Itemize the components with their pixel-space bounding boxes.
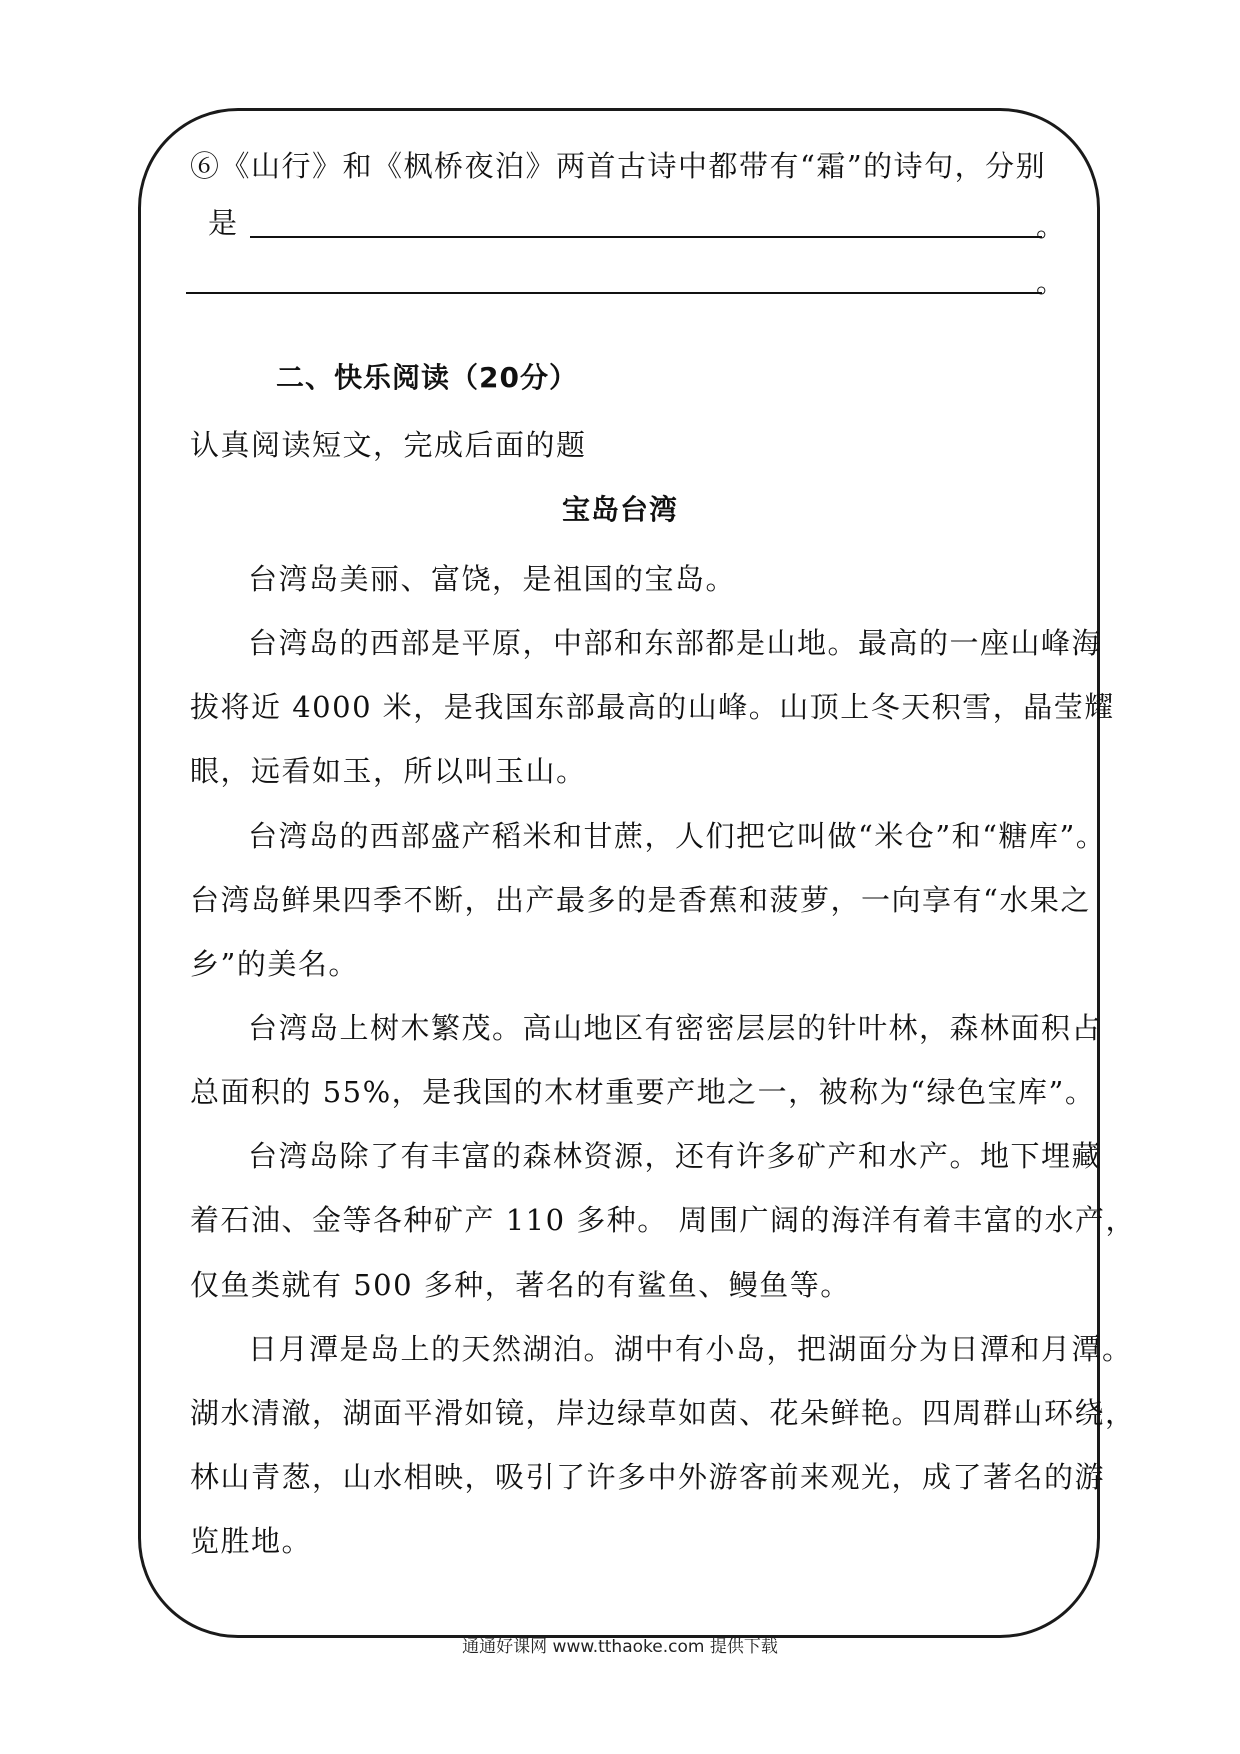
passage-line: 拔将近 4000 米，是我国东部最高的山峰。山顶上冬天积雪，晶莹耀 [190, 690, 1115, 724]
passage-line: 眼，远看如玉，所以叫玉山。 [190, 754, 587, 788]
passage-line: 总面积的 55%，是我国的木材重要产地之一，被称为“绿色宝库”。 [190, 1075, 1096, 1109]
question-6-text: ⑥《山行》和《枫桥夜泊》两首古诗中都带有“霜”的诗句，分别 [190, 149, 1047, 183]
passage-line: 览胜地。 [190, 1524, 313, 1558]
passage-line: 仅鱼类就有 500 多种，著名的有鲨鱼、鳗鱼等。 [190, 1268, 851, 1302]
passage-line: 台湾岛美丽、富饶，是祖国的宝岛。 [248, 562, 737, 596]
reading-instruction: 认真阅读短文，完成后面的题 [190, 428, 587, 462]
passage-line: 林山青葱，山水相映，吸引了许多中外游客前来观光，成了著名的游 [190, 1460, 1106, 1494]
passage-line: 着石油、金等各种矿产 110 多种。 周围广阔的海洋有着丰富的水产， [190, 1203, 1137, 1237]
answer-blank-2[interactable] [186, 292, 1042, 294]
passage-line: 日月潭是岛上的天然湖泊。湖中有小岛，把湖面分为日潭和月潭。 [248, 1332, 1133, 1366]
passage-line: 台湾岛的西部盛产稻米和甘蔗，人们把它叫做“米仓”和“糖库”。 [248, 819, 1107, 853]
passage-line: 湖水清澈，湖面平滑如镜，岸边绿草如茵、花朵鲜艳。四周群山环绕， [190, 1396, 1136, 1430]
answer-blank-1[interactable] [250, 236, 1042, 238]
passage-line: 台湾岛除了有丰富的森林资源，还有许多矿产和水产。地下埋藏 [248, 1139, 1103, 1173]
section-heading: 二、快乐阅读（20分） [276, 361, 578, 394]
answer-blank-2-period: 。 [1036, 265, 1066, 299]
passage-line: 台湾岛的西部是平原，中部和东部都是山地。最高的一座山峰海 [248, 626, 1103, 660]
passage-line: 乡”的美名。 [190, 947, 359, 981]
footer-watermark: 通通好课网 www.tthaoke.com 提供下载 [462, 1637, 778, 1657]
answer-blank-1-period: 。 [1036, 209, 1066, 243]
passage-line: 台湾岛鲜果四季不断，出产最多的是香蕉和菠萝，一向享有“水果之 [190, 883, 1091, 917]
passage-title: 宝岛台湾 [561, 493, 678, 526]
question-6-prefix: 是 [208, 206, 239, 240]
passage-line: 台湾岛上树木繁茂。高山地区有密密层层的针叶林，森林面积占 [248, 1011, 1103, 1045]
